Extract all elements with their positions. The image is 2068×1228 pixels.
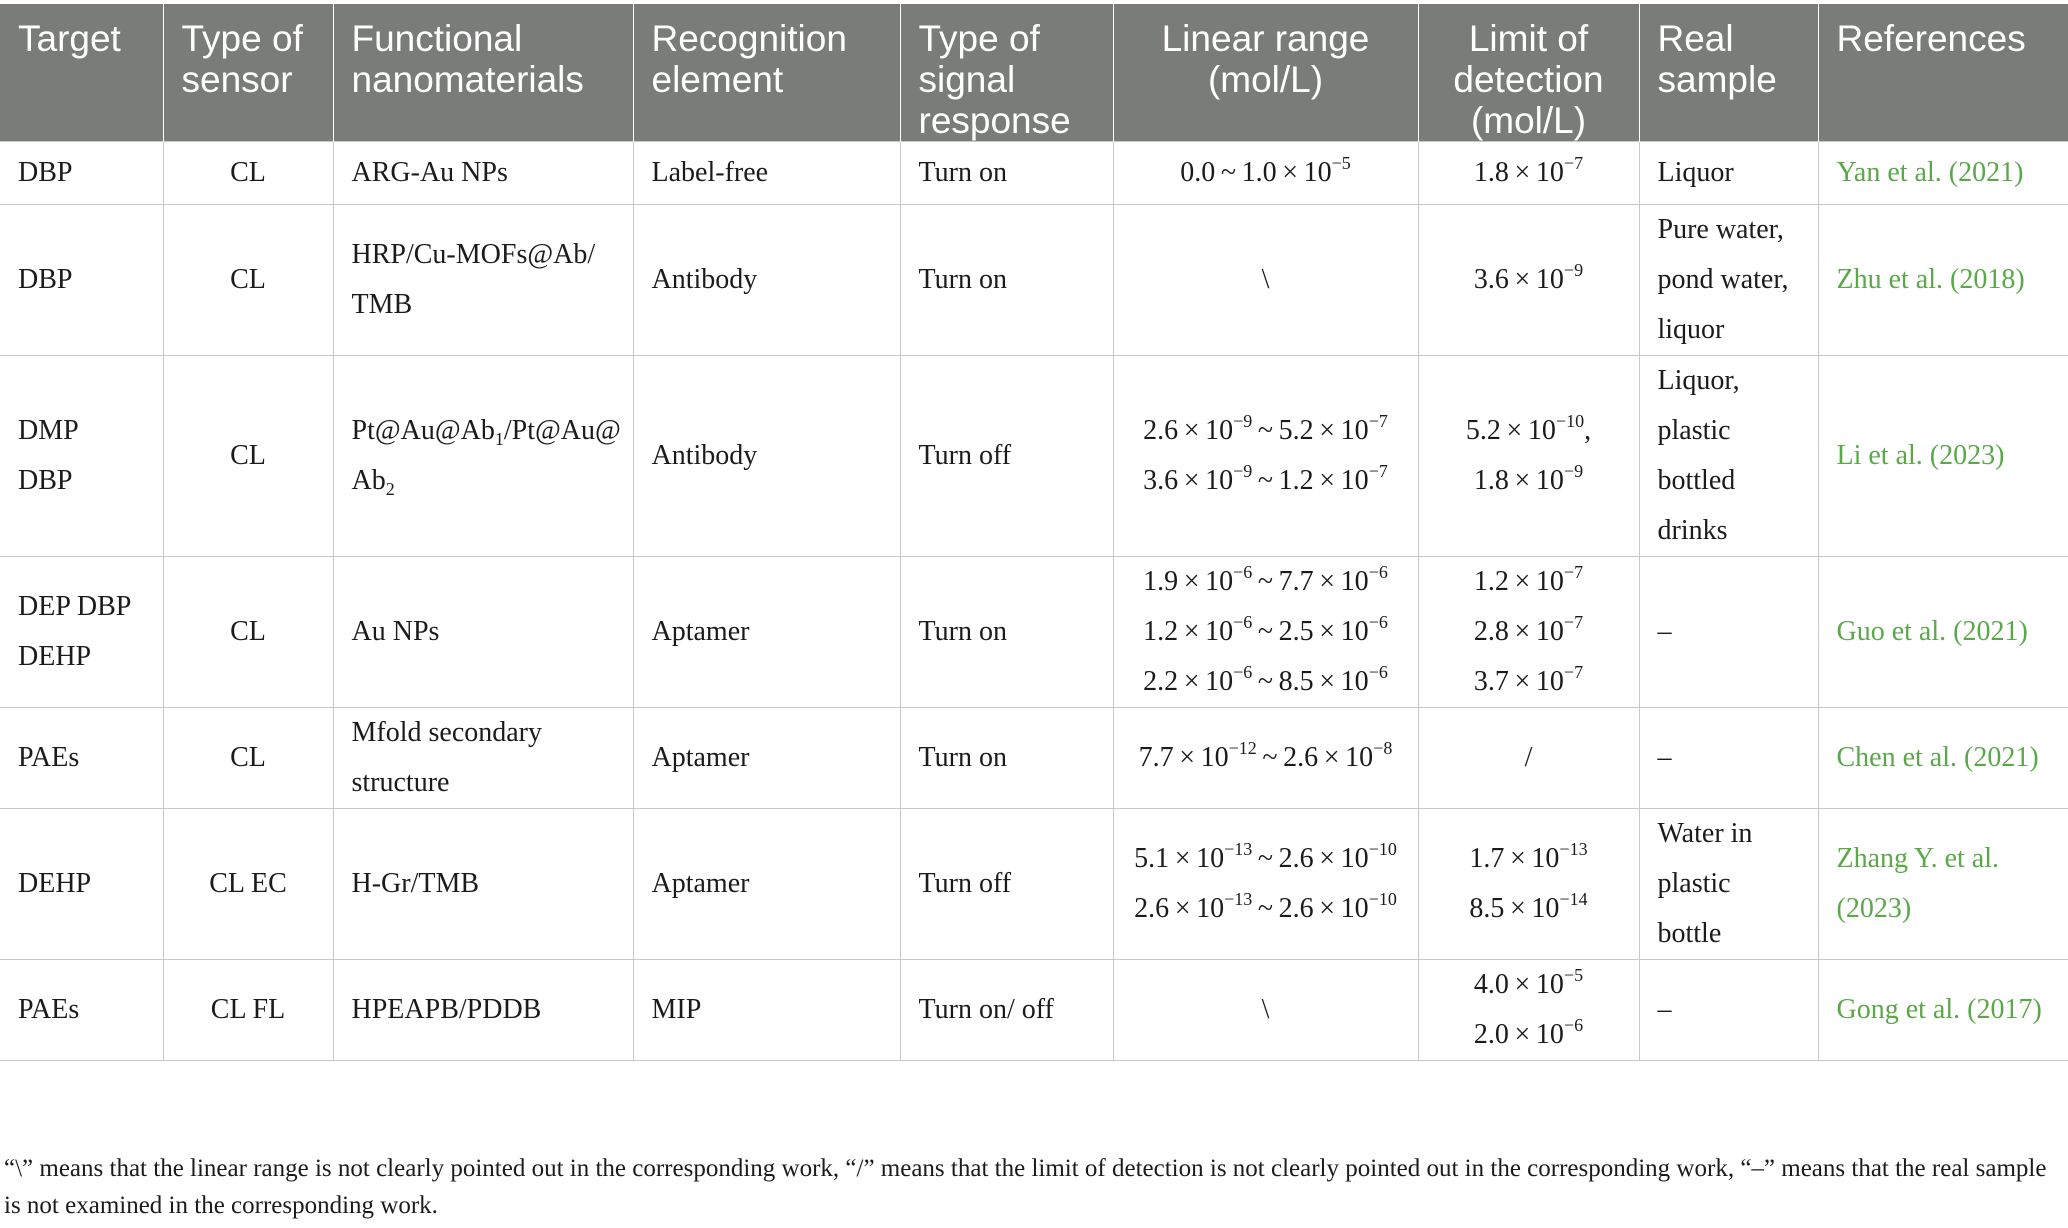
material-line: Mfold secondary: [351, 717, 543, 748]
sample-line: bottled: [1657, 465, 1736, 496]
header-target: Target: [0, 4, 163, 142]
cell-linear-range: [1113, 142, 1418, 205]
target-line: DBP: [18, 264, 73, 295]
table-row: [0, 356, 2068, 557]
linear-range-value: 0.0 ~ $1.0 \times 10^{-5}$: [1180, 153, 1351, 188]
cell-target: [0, 557, 163, 708]
cell-target: [0, 960, 163, 1061]
sample-line: plastic: [1657, 415, 1731, 446]
cell-reference-link[interactable]: Gong et al. (2017): [1818, 960, 2068, 1061]
cell-linear-range: [1113, 557, 1418, 708]
target-line: DBP: [18, 157, 73, 188]
cell-linear-range: [1113, 809, 1418, 960]
sample-line: Liquor: [1657, 157, 1734, 188]
material-line: $Pt@Au@Ab_1/Pt@Au@$: [351, 415, 621, 449]
material-line: H-Gr/TMB: [351, 868, 480, 899]
cell-functional-nanomaterials: [333, 557, 633, 708]
header-references: References: [1818, 4, 2068, 142]
detection-limit-value: $1.8 \times 10^{-7}$: [1473, 153, 1584, 188]
cell-signal-response: Turn on: [900, 205, 1113, 356]
cell-recognition-element: MIP: [633, 960, 900, 1061]
cell-linear-range: [1113, 356, 1418, 557]
detection-limit-value: $5.2 \times 10^{-10}$,: [1465, 411, 1592, 446]
cell-recognition-element: Label-free: [633, 142, 900, 205]
sample-line: –: [1657, 742, 1672, 773]
cell-reference-link[interactable]: Zhu et al. (2018): [1818, 205, 2068, 356]
cell-real-sample: [1639, 557, 1818, 708]
sample-line: Liquor,: [1657, 365, 1740, 396]
sample-line: drinks: [1657, 515, 1728, 546]
cell-recognition-element: Aptamer: [633, 557, 900, 708]
cell-limit-of-detection: [1418, 356, 1639, 557]
cell-functional-nanomaterials: [333, 205, 633, 356]
detection-limit-value: $3.7 \times 10^{-7}$: [1473, 662, 1584, 697]
cell-signal-response: Turn on: [900, 557, 1113, 708]
table-row: [0, 708, 2068, 809]
table-row: [0, 142, 2068, 205]
cell-signal-response: Turn off: [900, 356, 1113, 557]
table-container: [0, 4, 2068, 1061]
header-limit-of-detection: Limit of detection (mol/L): [1418, 4, 1639, 142]
cell-recognition-element: Antibody: [633, 205, 900, 356]
linear-range-value: $7.7 \times 10^{-12}$ ~ $2.6 \times 10^{-8}$: [1138, 738, 1393, 773]
material-line: ARG-Au NPs: [351, 157, 508, 188]
detection-limit-value: $1.8 \times 10^{-9}$: [1473, 461, 1584, 496]
material-line: TMB: [351, 289, 413, 320]
sample-line: plastic: [1657, 868, 1731, 899]
cell-target: [0, 809, 163, 960]
cell-functional-nanomaterials: [333, 960, 633, 1061]
table-row: [0, 809, 2068, 960]
sample-line: Pure water,: [1657, 214, 1784, 245]
cell-real-sample: [1639, 356, 1818, 557]
cell-real-sample: [1639, 142, 1818, 205]
cell-type-of-sensor: CL FL: [163, 960, 333, 1061]
linear-range-value: $2.6 \times 10^{-9}$ ~ $5.2 \times 10^{-7}$: [1143, 411, 1388, 446]
cell-signal-response: Turn on: [900, 708, 1113, 809]
target-line: PAEs: [18, 742, 80, 773]
table-footnote: “\” means that the linear range is not clearly pointed out in the corresponding work, “/” means that the limit of detection is not clearly pointed out in the corresponding work, “–” means that the real sample is not examined in the corresponding work.: [4, 1155, 2047, 1219]
sample-line: pond water,: [1657, 264, 1789, 295]
table-row: [0, 205, 2068, 356]
cell-recognition-element: Aptamer: [633, 708, 900, 809]
cell-reference-link[interactable]: Yan et al. (2021): [1818, 142, 2068, 205]
target-line: DEHP: [18, 868, 92, 899]
cell-type-of-sensor: CL: [163, 557, 333, 708]
cell-linear-range: [1113, 708, 1418, 809]
header-real-sample: Real sample: [1639, 4, 1818, 142]
sample-line: –: [1657, 994, 1672, 1025]
linear-range-value: $1.2 \times 10^{-6}$ ~ $2.5 \times 10^{-6}$: [1143, 612, 1388, 647]
header-type-of-signal-response: Type of signal response: [900, 4, 1113, 142]
cell-limit-of-detection: [1418, 142, 1639, 205]
linear-range-value: $5.1 \times 10^{-13}$ ~ $2.6 \times 10^{-10}$: [1134, 839, 1397, 874]
sample-line: liquor: [1657, 314, 1725, 345]
header-functional-nanomaterials: Functional nanomaterials: [333, 4, 633, 142]
cell-limit-of-detection: /: [1418, 708, 1639, 809]
target-line: DEHP: [18, 641, 92, 672]
material-line: structure: [351, 767, 450, 798]
target-line: DMP: [18, 415, 79, 446]
cell-type-of-sensor: CL EC: [163, 809, 333, 960]
cell-real-sample: [1639, 205, 1818, 356]
sample-line: –: [1657, 616, 1672, 647]
cell-type-of-sensor: CL: [163, 708, 333, 809]
cell-recognition-element: Aptamer: [633, 809, 900, 960]
linear-range-value: $2.6 \times 10^{-13}$ ~ $2.6 \times 10^{-10}$: [1134, 889, 1397, 924]
header-recognition-element: Recognition element: [633, 4, 900, 142]
detection-limit-value: $2.8 \times 10^{-7}$: [1473, 612, 1584, 647]
cell-limit-of-detection: [1418, 557, 1639, 708]
material-line: HRP/Cu-MOFs@Ab/: [351, 239, 596, 270]
cell-recognition-element: Antibody: [633, 356, 900, 557]
cell-linear-range: \: [1113, 205, 1418, 356]
target-line: PAEs: [18, 994, 80, 1025]
cell-functional-nanomaterials: [333, 809, 633, 960]
cell-real-sample: [1639, 809, 1818, 960]
detection-limit-value: $2.0 \times 10^{-6}$: [1473, 1015, 1584, 1050]
cell-reference-link[interactable]: Li et al. (2023): [1818, 356, 2068, 557]
detection-limit-value: $1.7 \times 10^{-13}$: [1469, 839, 1588, 874]
cell-limit-of-detection: [1418, 809, 1639, 960]
header-linear-range: Linear range (mol/L): [1113, 4, 1418, 142]
cell-type-of-sensor: CL: [163, 205, 333, 356]
detection-limit-value: $1.2 \times 10^{-7}$: [1473, 562, 1584, 597]
material-line: HPEAPB/PDDB: [351, 994, 542, 1025]
sample-line: Water in: [1657, 818, 1753, 849]
cell-type-of-sensor: CL: [163, 142, 333, 205]
cell-signal-response: Turn on: [900, 142, 1113, 205]
detection-limit-value: $8.5 \times 10^{-14}$: [1469, 889, 1588, 924]
detection-limit-value: $3.6 \times 10^{-9}$: [1473, 260, 1584, 295]
target-line: DEP DBP: [18, 591, 132, 622]
cell-type-of-sensor: CL: [163, 356, 333, 557]
detection-limit-value: $4.0 \times 10^{-5}$: [1473, 965, 1584, 1000]
cell-limit-of-detection: [1418, 960, 1639, 1061]
linear-range-value: $1.9 \times 10^{-6}$ ~ $7.7 \times 10^{-6}$: [1143, 562, 1388, 597]
cell-real-sample: [1639, 708, 1818, 809]
cell-target: [0, 708, 163, 809]
material-line: Au NPs: [351, 616, 440, 647]
linear-range-value: $3.6 \times 10^{-9}$ ~ $1.2 \times 10^{-7}$: [1143, 461, 1388, 496]
cell-linear-range: \: [1113, 960, 1418, 1061]
table-row: [0, 557, 2068, 708]
sample-line: bottle: [1657, 918, 1722, 949]
cell-signal-response: Turn off: [900, 809, 1113, 960]
cell-functional-nanomaterials: [333, 708, 633, 809]
cell-reference-link[interactable]: Zhang Y. et al. (2023): [1818, 809, 2068, 960]
cell-functional-nanomaterials: [333, 142, 633, 205]
table-row: [0, 960, 2068, 1061]
cell-target: [0, 142, 163, 205]
material-line: $Ab_2$: [351, 465, 395, 499]
cell-reference-link[interactable]: Guo et al. (2021): [1818, 557, 2068, 708]
phthalate-sensor-table: [0, 4, 2068, 1061]
target-line: DBP: [18, 465, 73, 496]
header-type-of-sensor: Type of sensor: [163, 4, 333, 142]
cell-real-sample: [1639, 960, 1818, 1061]
cell-target: [0, 205, 163, 356]
cell-limit-of-detection: [1418, 205, 1639, 356]
cell-signal-response: Turn on/ off: [900, 960, 1113, 1061]
cell-reference-link[interactable]: Chen et al. (2021): [1818, 708, 2068, 809]
cell-target: [0, 356, 163, 557]
header-row: [0, 4, 2068, 142]
linear-range-value: $2.2 \times 10^{-6}$ ~ $8.5 \times 10^{-6}$: [1143, 662, 1388, 697]
cell-functional-nanomaterials: [333, 356, 633, 557]
